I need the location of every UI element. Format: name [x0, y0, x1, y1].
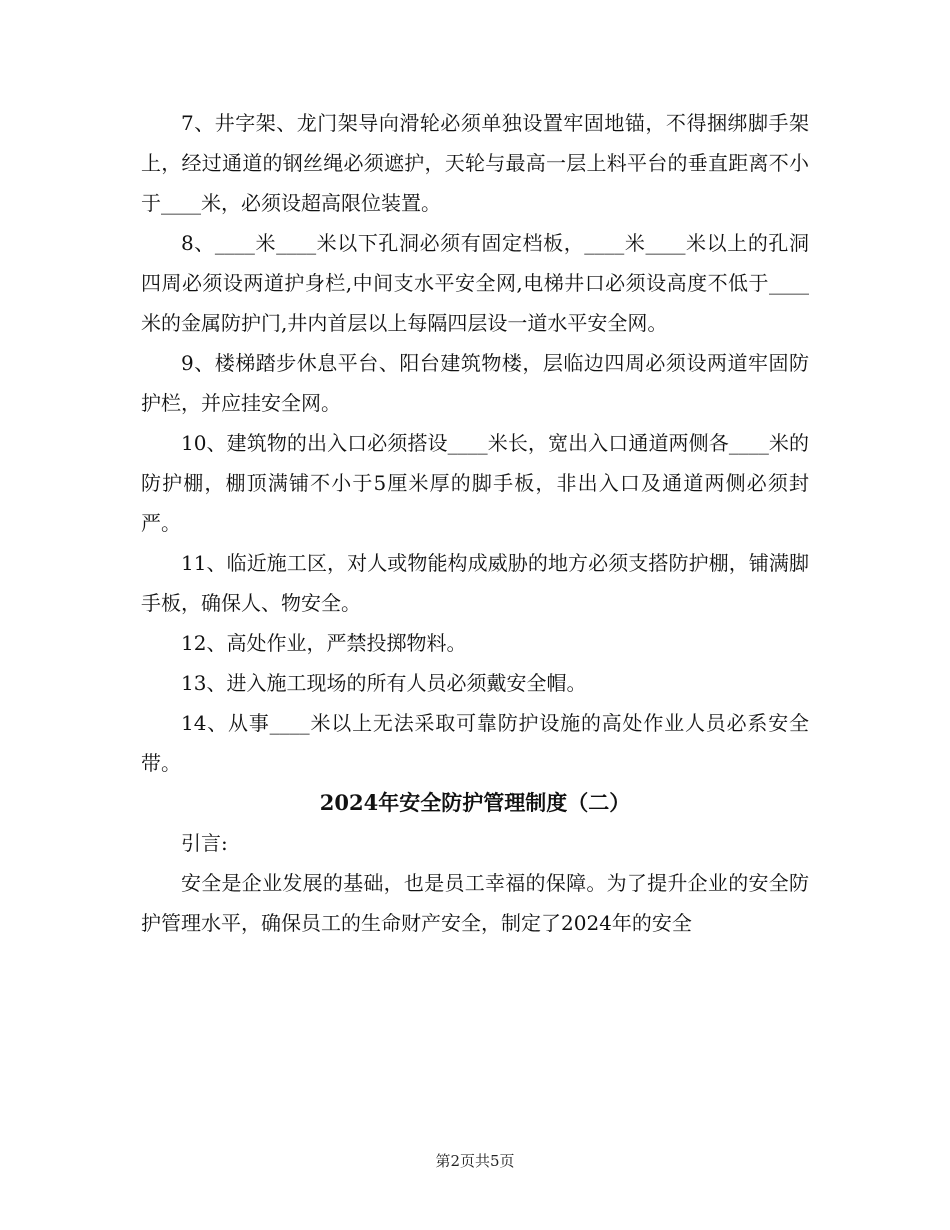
section-title: 2024年安全防护管理制度（二）: [319, 790, 631, 815]
paragraph-item-10: 10、建筑物的出入口必须搭设____米长，宽出入口通道两侧各____米的防护棚，棚顶满铺不小于5厘米厚的脚手板，非出入口及通道两侧必须封严。: [141, 431, 809, 535]
page-footer: 第2页共5页: [435, 1152, 515, 1170]
paragraph-item-14: 14、从事____米以上无法采取可靠防护设施的高处作业人员必系安全带。: [141, 711, 809, 775]
intro-paragraph: 安全是企业发展的基础，也是员工幸福的保障。为了提升企业的安全防护管理水平，确保员工的生命财产安全，制定了2024年的安全: [141, 871, 809, 935]
paragraph-item-7: 7、井字架、龙门架导向滑轮必须单独设置牢固地锚，不得捆绑脚手架上，经过通道的钢丝绳必须遮护，天轮与最高一层上料平台的垂直距离不小于____米，必须设超高限位装置。: [141, 111, 809, 215]
paragraph-item-12: 12、高处作业，严禁投掷物料。: [181, 631, 467, 655]
intro-label: 引言:: [181, 831, 228, 855]
paragraph-item-11: 11、临近施工区，对人或物能构成威胁的地方必须支搭防护棚，铺满脚手板，确保人、物安全。: [141, 551, 809, 615]
paragraph-item-8: 8、____米____米以下孔洞必须有固定档板，____米____米以上的孔洞四周必须设两道护身栏,中间支水平安全网,电梯井口必须设高度不低于____米的金属防护门,井内首层以上每隔四层设一道水平安全网。: [141, 231, 809, 335]
document-body: [141, 103, 809, 943]
paragraph-item-13: 13、进入施工现场的所有人员必须戴安全帽。: [181, 671, 587, 695]
paragraph-item-9: 9、楼梯踏步休息平台、阳台建筑物楼，层临边四周必须设两道牢固防护栏，并应挂安全网。: [141, 351, 809, 415]
